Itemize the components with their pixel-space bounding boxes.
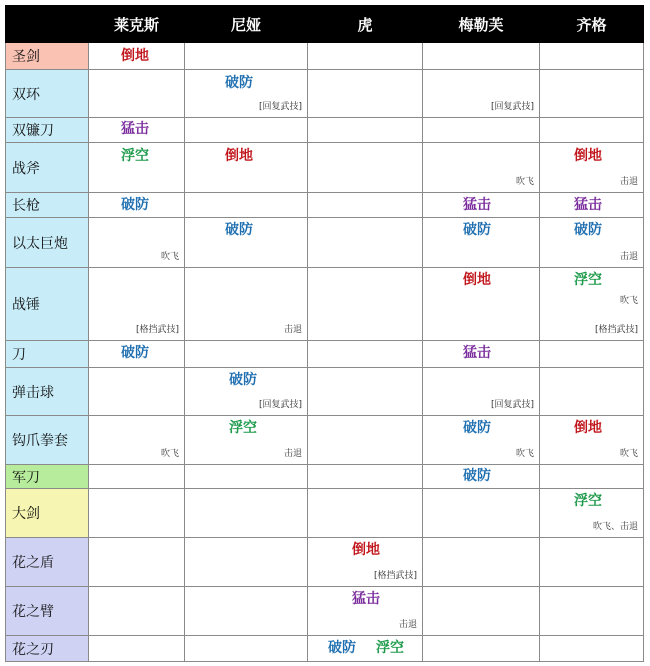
reaction-cell <box>540 341 644 368</box>
reaction-cell <box>423 268 540 341</box>
table-row <box>6 538 644 587</box>
weapon-label: 花之刃 <box>6 636 89 662</box>
reaction-tag: 倒地 <box>574 420 602 436</box>
reaction-cell <box>308 636 423 662</box>
reaction-tag: 浮空 <box>121 148 149 164</box>
reaction-note: 吹飞 <box>619 296 638 306</box>
reaction-tag: 倒地 <box>121 48 149 64</box>
reaction-note: [回复武技] <box>490 400 534 410</box>
reaction-cell <box>89 341 185 368</box>
reaction-note: 吹飞 <box>160 252 179 262</box>
reaction-cell <box>540 587 644 636</box>
reaction-note: 吹飞 <box>619 449 638 459</box>
reaction-tag: 倒地 <box>352 542 380 558</box>
reaction-note: 吹飞 <box>515 177 534 187</box>
reaction-cell <box>423 341 540 368</box>
reaction-tag: 猛击 <box>463 197 491 213</box>
reaction-cell <box>185 538 308 587</box>
reaction-note: [格挡武技] <box>135 325 179 335</box>
reaction-tag: 倒地 <box>225 148 253 164</box>
reaction-cell <box>89 416 185 465</box>
table-row <box>6 416 644 465</box>
table-row <box>6 368 644 416</box>
weapon-label: 弹击球 <box>6 368 89 416</box>
reaction-cell <box>308 368 423 416</box>
reaction-note: [回复武技] <box>490 102 534 112</box>
reaction-cell <box>185 143 308 193</box>
reaction-cell <box>540 143 644 193</box>
reaction-cell <box>540 368 644 416</box>
reaction-tag: 倒地 <box>574 148 602 164</box>
reaction-cell <box>89 118 185 143</box>
reaction-cell <box>308 538 423 587</box>
reaction-cell <box>185 218 308 268</box>
reaction-cell <box>89 636 185 662</box>
reaction-cell <box>308 43 423 70</box>
reaction-tag: 破防 <box>463 222 491 238</box>
reaction-cell <box>423 143 540 193</box>
table-row <box>6 636 644 662</box>
reaction-cell <box>185 268 308 341</box>
weapon-label: 以太巨炮 <box>6 218 89 268</box>
reaction-note: 击退 <box>619 252 638 262</box>
reaction-tag: 猛击 <box>574 197 602 213</box>
reaction-cell <box>423 118 540 143</box>
reaction-cell <box>185 118 308 143</box>
reaction-tag: 破防 <box>225 222 253 238</box>
reaction-cell <box>308 268 423 341</box>
weapon-label: 圣剑 <box>6 43 89 70</box>
reaction-cell <box>185 70 308 118</box>
weapon-label: 花之臂 <box>6 587 89 636</box>
reaction-note: [回复武技] <box>258 400 302 410</box>
table-row <box>6 218 644 268</box>
reaction-tag: 猛击 <box>463 345 491 361</box>
reaction-tag: 破防 <box>229 372 257 388</box>
weapon-label: 钩爪拳套 <box>6 416 89 465</box>
reaction-note: [格挡武技] <box>594 325 638 335</box>
reaction-cell <box>89 538 185 587</box>
reaction-cell <box>185 465 308 489</box>
reaction-cell <box>308 193 423 218</box>
reaction-cell <box>423 43 540 70</box>
column-header: 齐格 <box>540 6 644 43</box>
header-row <box>6 6 644 43</box>
reaction-note: 击退 <box>619 177 638 187</box>
reaction-cell <box>540 218 644 268</box>
column-header: 莱克斯 <box>89 6 185 43</box>
reaction-tag: 破防 <box>121 345 149 361</box>
reaction-tag: 破防 <box>121 197 149 213</box>
reaction-cell <box>308 118 423 143</box>
reaction-cell <box>423 489 540 538</box>
reaction-cell <box>423 636 540 662</box>
reaction-cell <box>308 489 423 538</box>
reaction-cell <box>89 587 185 636</box>
reaction-note: 吹飞 <box>515 449 534 459</box>
reaction-cell <box>308 416 423 465</box>
table-row <box>6 70 644 118</box>
reaction-cell <box>423 193 540 218</box>
weapon-label: 花之盾 <box>6 538 89 587</box>
reaction-cell <box>423 70 540 118</box>
reaction-cell <box>89 143 185 193</box>
column-header: 虎 <box>308 6 423 43</box>
reaction-cell <box>423 465 540 489</box>
reaction-tag: 浮空 <box>574 493 602 509</box>
weapon-label: 军刀 <box>6 465 89 489</box>
reaction-cell <box>423 218 540 268</box>
reaction-note: 吹飞、击退 <box>592 522 638 532</box>
table-row <box>6 118 644 143</box>
reaction-tag: 破防 <box>463 420 491 436</box>
reaction-tag: 猛击 <box>121 121 149 137</box>
reaction-tag: 浮空 <box>376 640 404 656</box>
reaction-cell <box>308 218 423 268</box>
reaction-cell <box>185 368 308 416</box>
table-row <box>6 465 644 489</box>
table-row <box>6 587 644 636</box>
reaction-note: [回复武技] <box>258 102 302 112</box>
reaction-cell <box>540 538 644 587</box>
reaction-cell <box>185 341 308 368</box>
reaction-cell <box>185 636 308 662</box>
reaction-tag: 浮空 <box>229 420 257 436</box>
table-row <box>6 489 644 538</box>
reaction-note: [格挡武技] <box>373 571 417 581</box>
reaction-cell <box>89 268 185 341</box>
reaction-cell <box>423 538 540 587</box>
reaction-tag: 破防 <box>328 640 356 656</box>
table-row <box>6 341 644 368</box>
reaction-cell <box>308 70 423 118</box>
table-row <box>6 143 644 193</box>
reaction-cell <box>540 193 644 218</box>
weapon-label: 双镰刀 <box>6 118 89 143</box>
reaction-tag: 倒地 <box>463 272 491 288</box>
reaction-cell <box>540 416 644 465</box>
reaction-cell <box>308 587 423 636</box>
reaction-cell <box>185 416 308 465</box>
reaction-cell <box>89 465 185 489</box>
reaction-cell <box>308 465 423 489</box>
reaction-cell <box>185 193 308 218</box>
table-row <box>6 43 644 70</box>
weapon-label: 刀 <box>6 341 89 368</box>
reaction-cell <box>185 489 308 538</box>
reaction-note: 击退 <box>398 620 417 630</box>
header-corner <box>6 6 89 43</box>
reaction-tag: 破防 <box>225 75 253 91</box>
reaction-tag: 猛击 <box>352 591 380 607</box>
reaction-cell <box>540 70 644 118</box>
reaction-cell <box>185 43 308 70</box>
weapon-label: 战斧 <box>6 143 89 193</box>
reaction-cell <box>308 143 423 193</box>
reaction-cell <box>89 70 185 118</box>
reaction-cell <box>89 489 185 538</box>
reaction-cell <box>540 118 644 143</box>
reaction-cell <box>89 193 185 218</box>
reaction-cell <box>423 368 540 416</box>
reaction-tag: 破防 <box>463 468 491 484</box>
reaction-cell <box>89 218 185 268</box>
reaction-note: 击退 <box>283 325 302 335</box>
reaction-tag: 破防 <box>574 222 602 238</box>
reaction-cell <box>89 43 185 70</box>
reaction-cell <box>185 587 308 636</box>
column-header: 尼娅 <box>185 6 308 43</box>
table-row <box>6 268 644 341</box>
weapon-label: 战锤 <box>6 268 89 341</box>
reaction-cell <box>89 368 185 416</box>
reaction-tag: 浮空 <box>574 272 602 288</box>
reaction-cell <box>540 268 644 341</box>
weapon-label: 双环 <box>6 70 89 118</box>
reaction-cell <box>540 43 644 70</box>
reaction-cell <box>540 489 644 538</box>
weapon-reaction-table <box>5 5 644 662</box>
weapon-label: 大剑 <box>6 489 89 538</box>
reaction-cell <box>308 341 423 368</box>
weapon-label: 长枪 <box>6 193 89 218</box>
reaction-note: 击退 <box>283 449 302 459</box>
reaction-cell <box>423 587 540 636</box>
reaction-cell <box>540 636 644 662</box>
table-row <box>6 193 644 218</box>
column-header: 梅勒芙 <box>423 6 540 43</box>
reaction-note: 吹飞 <box>160 449 179 459</box>
reaction-cell <box>540 465 644 489</box>
reaction-cell <box>423 416 540 465</box>
